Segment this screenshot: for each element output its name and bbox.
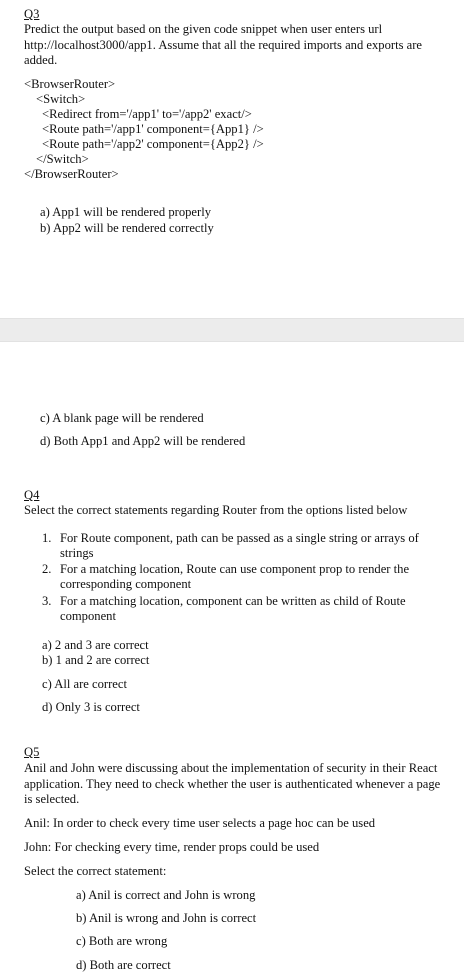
code-line-switch-close: </Switch> <box>36 152 89 166</box>
q4-statement-1-number: 1. <box>42 531 52 545</box>
code-line-switch-open: <Switch> <box>36 92 86 106</box>
document-page-2 <box>0 341 464 976</box>
q3-option-a: a) App1 will be rendered properly <box>40 205 212 219</box>
q4-statement-2-number: 2. <box>42 562 52 576</box>
code-line-route-app1: <Route path='/app1' component={App1} /> <box>42 122 264 136</box>
q5-stem-line-2: application. They need to check whether the user is authenticated whenever a page <box>24 777 441 791</box>
q3-option-d: d) Both App1 and App2 will be rendered <box>40 434 246 448</box>
q4-statement-2-line-1: For a matching location, Route can use component prop to render the <box>60 562 410 576</box>
q5-option-a: a) Anil is correct and John is wrong <box>76 888 256 902</box>
q4-statement-1-line-1: For Route component, path can be passed as a single string or arrays of <box>60 531 419 545</box>
q4-statement-3-line-2: component <box>60 609 116 623</box>
q4-statement-1-line-2: strings <box>60 546 94 560</box>
q5-stem-line-1: Anil and John were discussing about the implementation of security in their React <box>24 761 438 775</box>
q4-option-c: c) All are correct <box>42 677 127 691</box>
q4-stem: Select the correct statements regarding Router from the options listed below <box>24 503 408 517</box>
document-page-1 <box>0 0 464 310</box>
q3-heading: Q3 <box>24 7 40 21</box>
q5-option-c: c) Both are wrong <box>76 934 168 948</box>
code-line-browserrouter-close: </BrowserRouter> <box>24 167 119 181</box>
q5-stem-line-3: is selected. <box>24 792 80 806</box>
q3-option-c: c) A blank page will be rendered <box>40 411 204 425</box>
code-line-browserrouter-open: <BrowserRouter> <box>24 77 116 91</box>
q4-option-a: a) 2 and 3 are correct <box>42 638 149 652</box>
q5-heading: Q5 <box>24 745 40 759</box>
q5-option-b: b) Anil is wrong and John is correct <box>76 911 257 925</box>
q3-stem-line-2: http://localhost3000/app1. Assume that all the required imports and exports are <box>24 38 423 52</box>
q3-stem-line-3: added. <box>24 53 58 67</box>
q3-option-b: b) App2 will be rendered correctly <box>40 221 214 235</box>
q5-prompt: Select the correct statement: <box>24 864 167 878</box>
q4-statement-2-line-2: corresponding component <box>60 577 192 591</box>
q5-option-d: d) Both are correct <box>76 958 171 972</box>
q5-anil-statement: Anil: In order to check every time user selects a page hoc can be used <box>24 816 376 830</box>
q4-heading: Q4 <box>24 488 40 502</box>
q4-option-d: d) Only 3 is correct <box>42 700 140 714</box>
code-line-redirect: <Redirect from='/app1' to='/app2' exact/> <box>42 107 252 121</box>
code-line-route-app2: <Route path='/app2' component={App2} /> <box>42 137 264 151</box>
q5-john-statement: John: For checking every time, render props could be used <box>24 840 320 854</box>
q4-statement-3-line-1: For a matching location, component can be written as child of Route <box>60 594 406 608</box>
page-break <box>0 318 464 342</box>
q4-statement-3-number: 3. <box>42 594 52 608</box>
q4-option-b: b) 1 and 2 are correct <box>42 653 150 667</box>
q3-stem-line-1: Predict the output based on the given code snippet when user enters url <box>24 22 383 36</box>
